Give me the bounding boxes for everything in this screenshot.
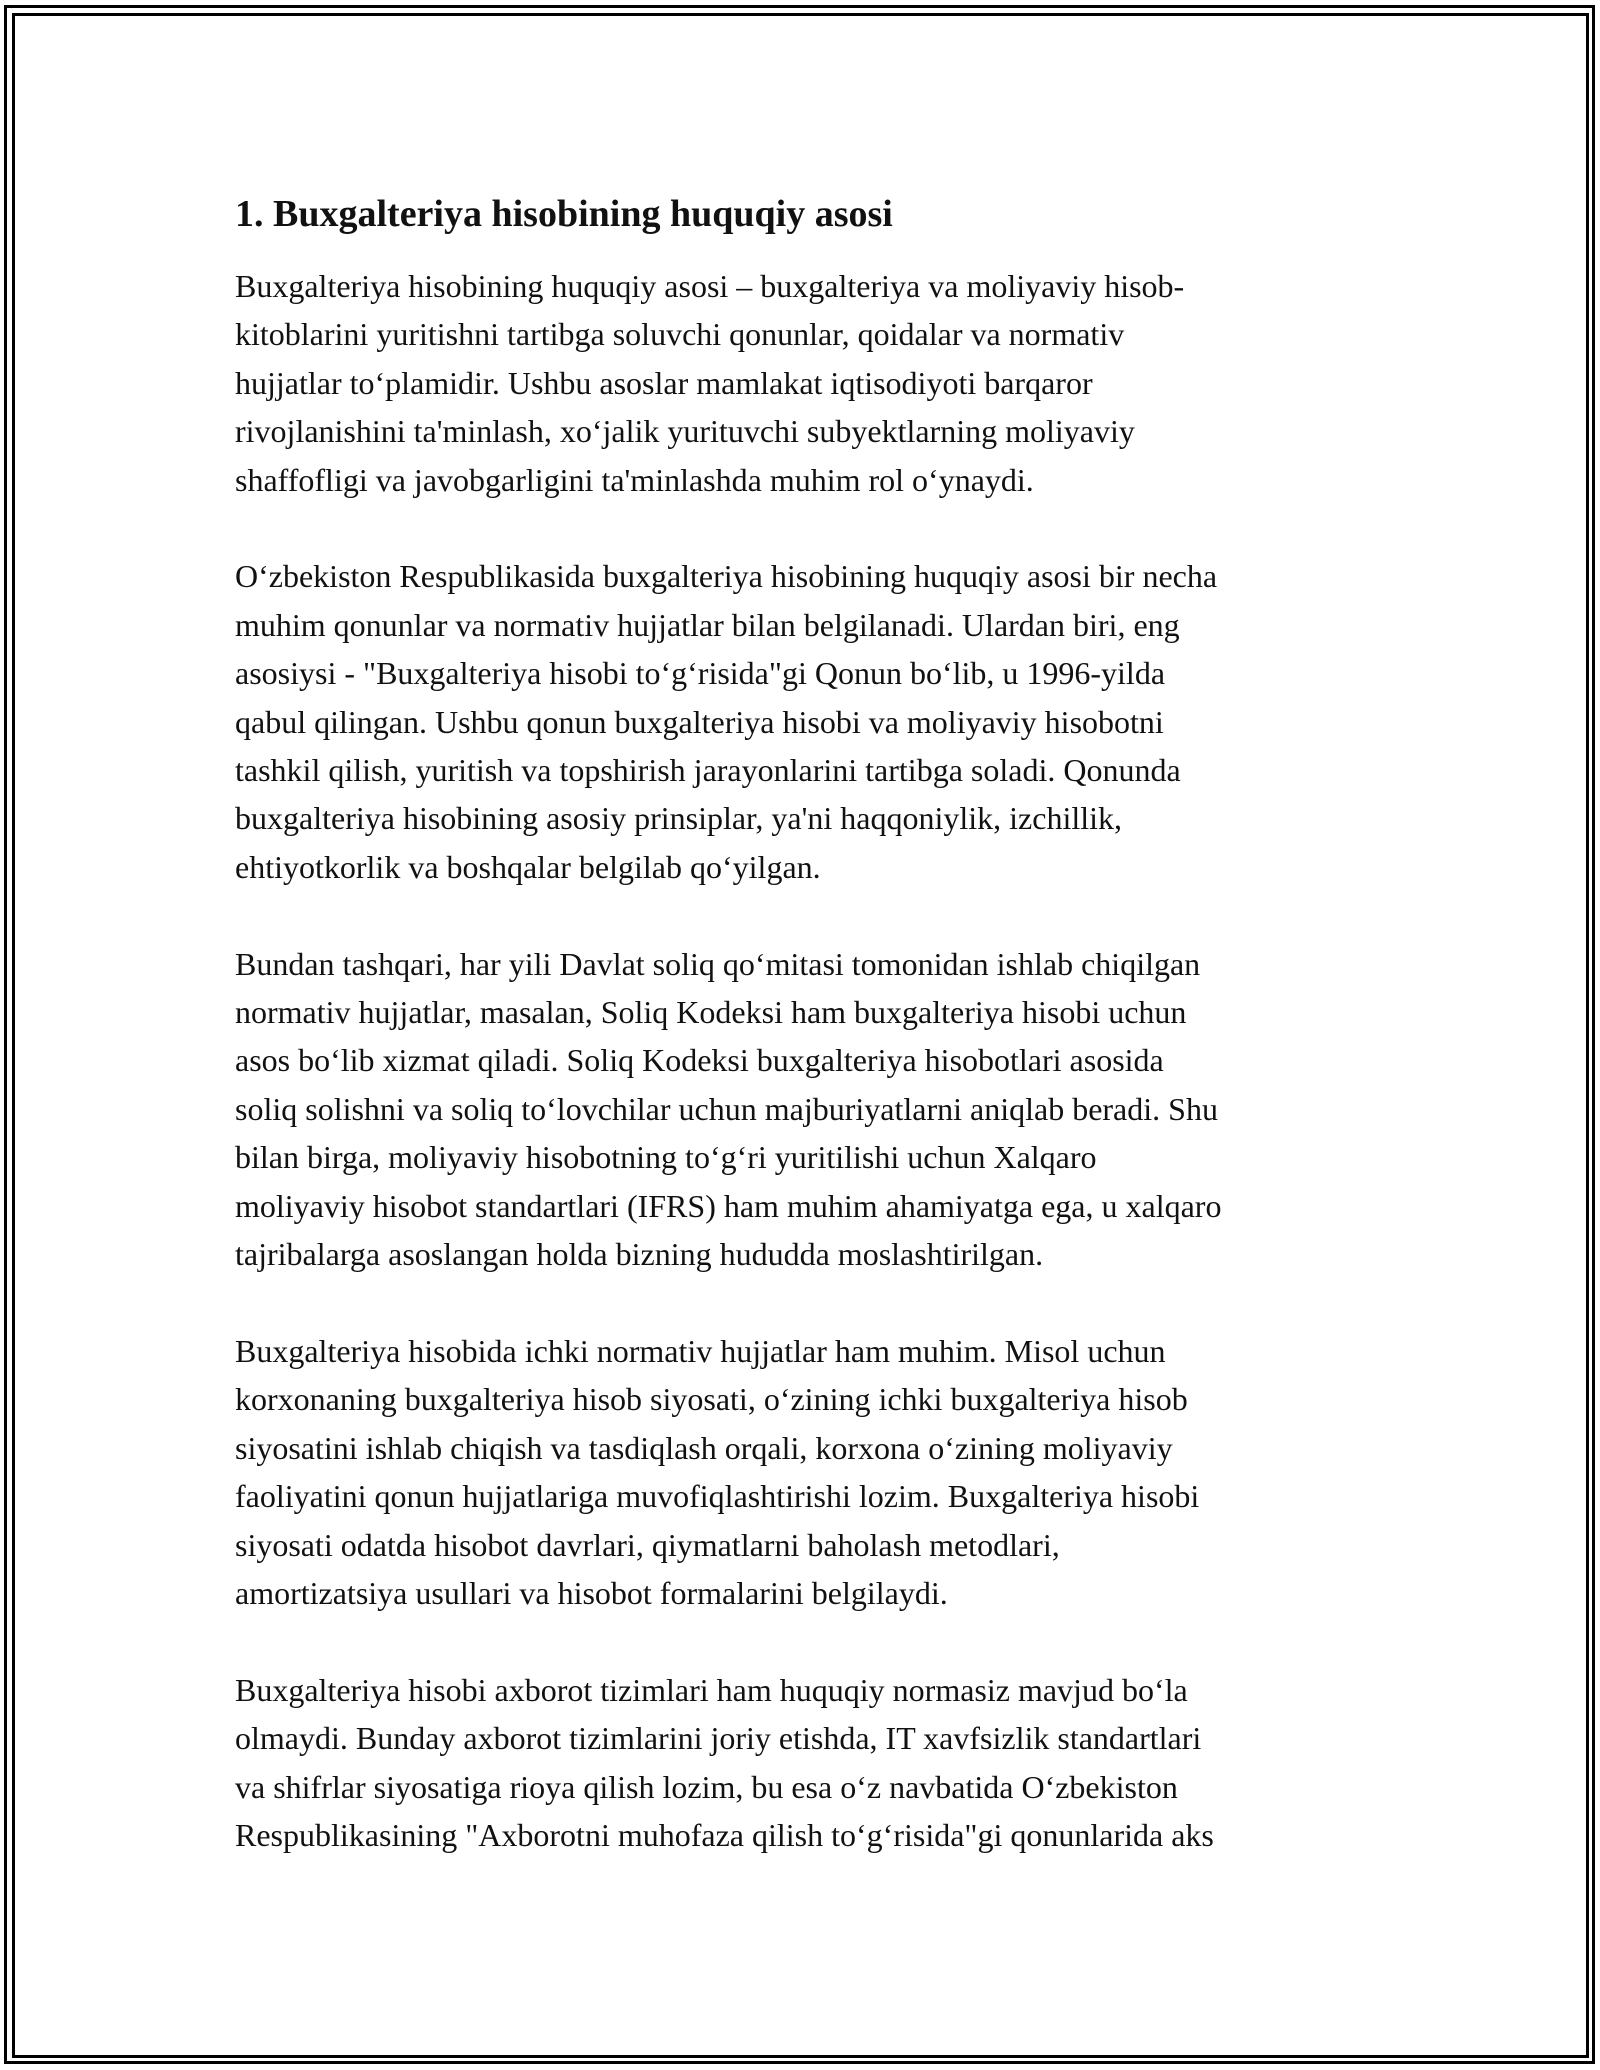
paragraph-5: Buxgalteriya hisobi axborot tizimlari ham huquqiy normasiz mavjud bo‘la olmaydi. Bunday axborot tizimlarini joriy etishda, IT xavfsizlik standartlari va shifrlar siyosatiga rioya qilish lozim, bu esa o‘z navbatida O‘zbekiston Respublikasining "Axborotni muhofaza qilish to‘g‘risida"gi qonunlarida aks: [235, 1671, 1214, 1853]
paragraph-4: Buxgalteriya hisobida ichki normativ hujjatlar ham muhim. Misol uchun korxonaning buxgalteriya hisob siyosati, o‘zining ichki buxgalteriya hisob siyosatini ishlab chiqish va tasdiqlash orqali, korxona o‘zining moliyaviy faoliyatini qonun hujjatlariga muvofiqlashtirishi lozim. Buxgalteriya hisobi siyosati odatda hisobot davrlari, qiymatlarni baholash metodlari, amortizatsiya usullari va hisobot formalarini belgilaydi.: [235, 1332, 1200, 1611]
section-heading: 1. Buxgalteriya hisobining huquqiy asosi: [235, 193, 893, 235]
document-body: [235, 190, 1375, 1908]
paragraph-2: O‘zbekiston Respublikasida buxgalteriya hisobining huquqiy asosi bir necha muhim qonunlar va normativ hujjatlar bilan belgilanadi. Ulardan biri, eng asosiysi - "Buxgalteriya hisobi to‘g‘risida"gi Qonun bo‘lib, u 1996-yilda qabul qilingan. Ushbu qonun buxgalteriya hisobi va moliyaviy hisobotni tashkil qilish, yuritish va topshirish jarayonlarini tartibga soladi. Qonunda buxgalteriya hisobining asosiy prinsiplar, ya'ni haqqoniylik, izchillik, ehtiyotkorlik va boshqalar belgilab qo‘yilgan.: [235, 558, 1218, 885]
paragraph-3: Bundan tashqari, har yili Davlat soliq qo‘mitasi tomonidan ishlab chiqilgan normativ hujjatlar, masalan, Soliq Kodeksi ham buxgalteriya hisobi uchun asos bo‘lib xizmat qiladi. Soliq Kodeksi buxgalteriya hisobotlari asosida soliq solishni va soliq to‘lovchilar uchun majburiyatlarni aniqlab beradi. Shu bilan birga, moliyaviy hisobotning to‘g‘ri yuritilishi uchun Xalqaro moliyaviy hisobot standartlari (IFRS) ham muhim ahamiyatga ega, u xalqaro tajribalarga asoslangan holda bizning hududda moslashtirilgan.: [235, 945, 1222, 1273]
paragraph-1: Buxgalteriya hisobining huquqiy asosi – buxgalteriya va moliyaviy hisob- kitoblarini yuritishni tartibga soluvchi qonunlar, qoidalar va normativ hujjatlar to‘plamidir. Ushbu asoslar mamlakat iqtisodiyoti barqaror rivojlanishini ta'minlash, xo‘jalik yurituvchi subyektlarning moliyaviy shaffofligi va javobgarligini ta'minlashda muhim rol o‘ynaydi.: [235, 268, 1185, 498]
